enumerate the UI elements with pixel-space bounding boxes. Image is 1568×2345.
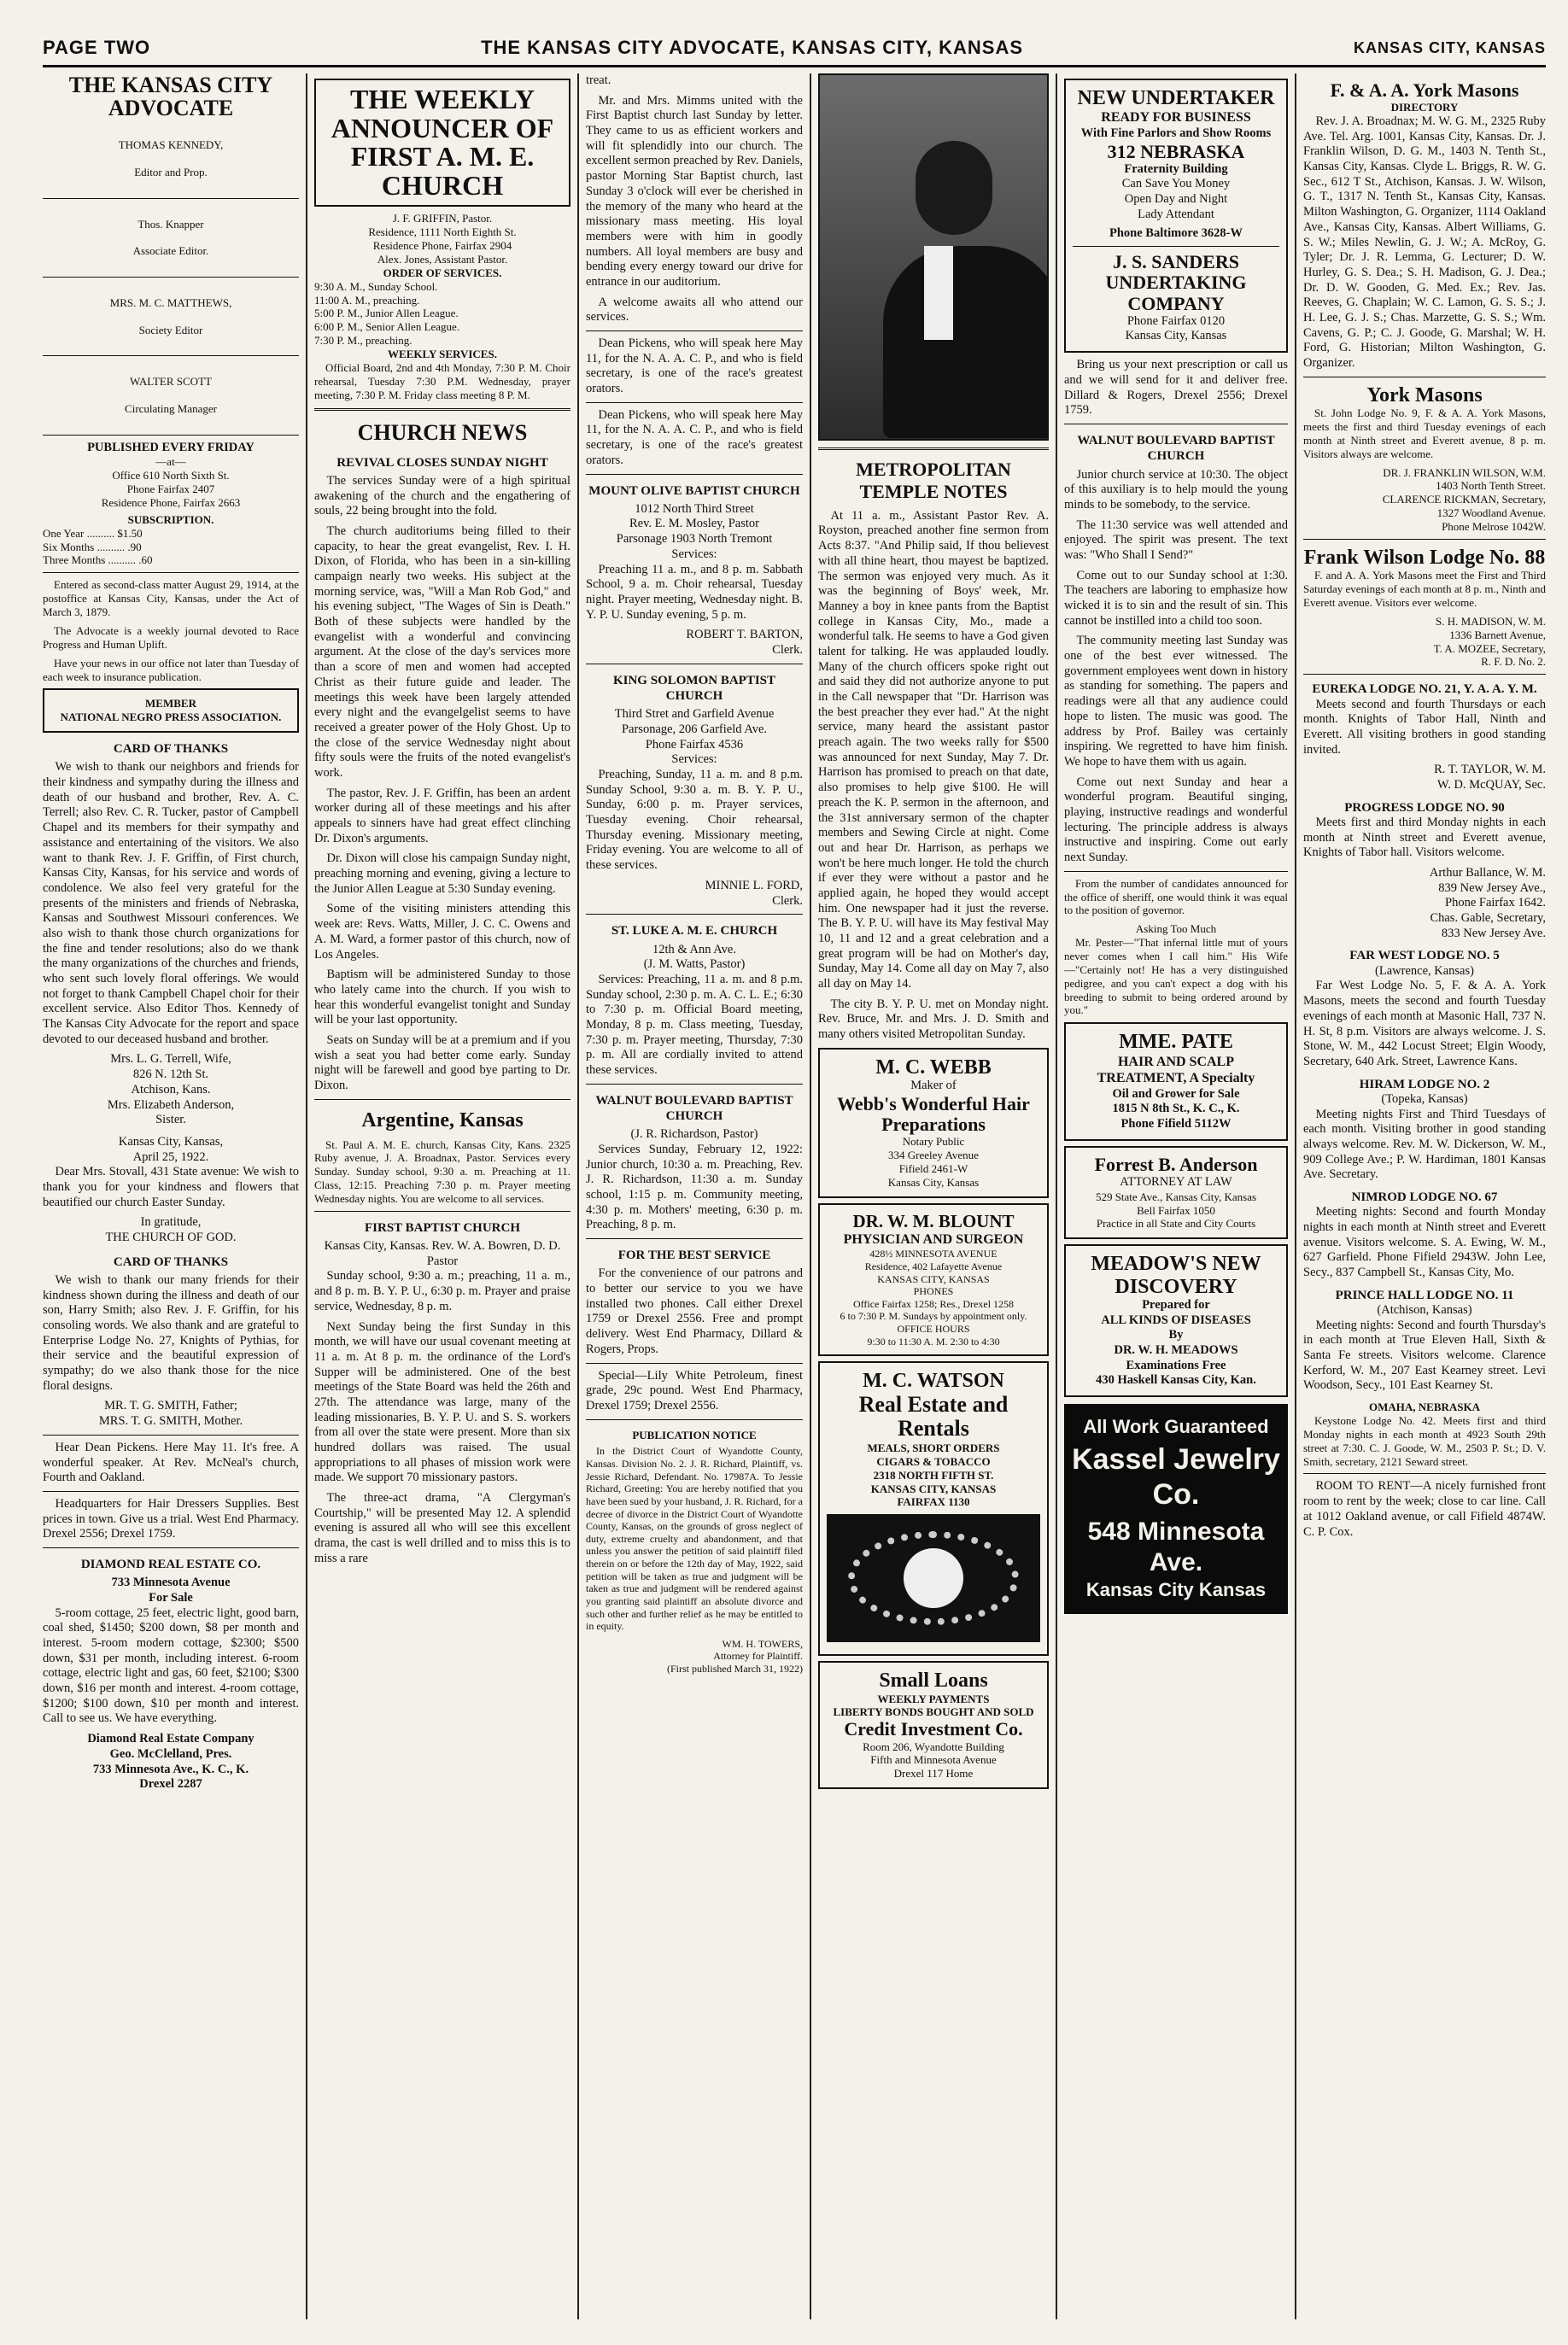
metropolitan-para-2: The city B. Y. P. U. met on Monday night. Rev. Bruce, Mr. and Mrs. J. D. Smith and many others visited Metropolitan Sunday. xyxy=(818,997,1049,1042)
blount-title: DR. W. M. BLOUNT xyxy=(852,1210,1015,1231)
first-baptist-title: FIRST BAPTIST CHURCH xyxy=(365,1220,520,1235)
weekly-services-title: WEEKLY SERVICES. xyxy=(388,347,497,360)
jewelry-address: 548 Minnesota Ave. xyxy=(1087,1517,1265,1577)
revival-para-4: Dr. Dixon will close his campaign Sunday night, preaching morning and evening, giving a lecture to the Junior Allen League at 5:30 Sunday evening. xyxy=(314,851,570,896)
card-of-thanks-title-1: CARD OF THANKS xyxy=(113,742,229,757)
blount-subtitle: PHYSICIAN AND SURGEON xyxy=(843,1231,1024,1247)
revival-para-5: Some of the visiting ministers attending this week are: Revs. Watts, Miller, J. C. C. Owens and A. M. Ward, a former pastor of this church, now of Los Angeles. xyxy=(314,902,570,962)
undertaker-address: 312 NEBRASKA xyxy=(1107,140,1245,162)
walnut-baptist-para-1: Junior church service at 10:30. The object of this auxiliary is to help mould the young minds to be somebody, to the service. xyxy=(1064,467,1288,512)
prince-hall-location: (Atchison, Kansas) xyxy=(1377,1303,1472,1318)
page-header xyxy=(43,34,1546,61)
announcer-title: THE WEEKLY ANNOUNCER OF FIRST A. M. E. CHURCH xyxy=(331,84,554,201)
anderson-subtitle: ATTORNEY AT LAW xyxy=(1120,1174,1232,1189)
far-west-title: FAR WEST LODGE NO. 5 xyxy=(1349,949,1500,963)
portrait-photo xyxy=(818,73,1049,441)
first-baptist-para-2: Next Sunday being the first Sunday in this month, we will have our usual covenant meeting at 11 a. m. At 8 p. m. the ordinance of the Lord's Supper will be administered. One of the best meetings of the State Board was held the 26th and 27th. The attendance was large, many of the leading missionaries, B. Y. P. U. and S. S. workers from all over the state were present. More than six hundred dollars was raised. The usual appropriations to all phases of mission work were made. We support 70 missionary pastors. xyxy=(314,1319,570,1485)
jewelry-company: Kassel Jewelry Co. xyxy=(1072,1442,1280,1512)
walnut-blvd-services: Services Sunday, February 12, 1922: Junior church, 10:30 a. m. Preaching, Rev. J. R. Richardson, 11:30 a. m. Sunday school, 1:15 p. m. Community meeting, 4:30 p. m. Mothers' meeting, 6:30 p. m. Preaching, 8 p. m. xyxy=(586,1142,803,1232)
york-directory-label: DIRECTORY xyxy=(1390,101,1459,114)
walnut-baptist-para-5: Come out next Sunday and hear a wonderful program. Beautiful singing, playing, instructive readings and wonderful lecturing. The principle address is always instructive and inspiring. Come out early next Sunday. xyxy=(1064,775,1288,864)
column-3 xyxy=(586,73,803,2319)
undertaker-subtitle: READY FOR BUSINESS xyxy=(1101,110,1251,126)
staff-editor: THOMAS KENNEDY, xyxy=(118,138,224,152)
eureka-signature: R. T. TAYLOR, W. M. W. D. McQUAY, Sec. xyxy=(1434,763,1546,792)
real-estate-signature: Diamond Real Estate Company Geo. McClelland, Pres. 733 Minnesota Ave., K. C., K. Drexel 2287 xyxy=(87,1732,255,1792)
joke-title: Asking Too Much xyxy=(1135,922,1217,936)
progress-body: Meets first and third Monday nights in each month at Ninth street and Everett avenue, Knights of Tabor hall. Visitors welcome. xyxy=(1303,815,1546,860)
st-luke-title: ST. LUKE A. M. E. CHURCH xyxy=(611,924,778,939)
subscription-title: SUBSCRIPTION. xyxy=(127,512,214,526)
real-estate-title: DIAMOND REAL ESTATE CO. xyxy=(80,1557,261,1571)
webb-title: M. C. WEBB xyxy=(875,1056,992,1079)
frank-wilson-signature: S. H. MADISON, W. M. 1336 Barnett Avenue, T. A. MOZEE, Secretary, R. F. D. No. 2. xyxy=(1433,614,1546,669)
metropolitan-para-1: At 11 a. m., Assistant Pastor Rev. A. Royston, preached another fine sermon from Acts 8:37. "And Philip said, If thou believest with all thine heart, thou mayest be baptized. The sermon was enjoyed very much. As it was the beginning of Boys' week, Mr. Manney a boy in knee pants from the Baptist college in Kansas City, Mo., made a wonderful talk. He seems to have a God given talent for talking. He was applauded loudly. Many of the church officers spoke right out and said they did not authorize anyone to put in the Call newspaper that "Dr. Harrison was the best preacher they ever had." At the night service, many heard the assistant pastor preach again. The two weeks rally for $500 was announced for next Sunday, May 7. Dr. Harrison has promised to preach on that date, also promises to help give $100. He will preach the K. P. sermon in the afternoon, and the 31st anniversary sermon of the chapter members and Sewing Circle at night. Come out and hear Dr. Harrison, as perhaps we won't be here much longer. He told the church if ever they were without a pastor and he applied again, he hoped they would accept him. One newspaper had it just the reverse. The B. Y. P. U. will have its May festival May 10, 11 and 12 and a great celebration and a great program will be had on Mother's day, Sunday, May 14. Come all day on May 7, also all day on May 14. xyxy=(818,508,1049,991)
argentine-body: St. Paul A. M. E. church, Kansas City, Kans. 2325 Ruby avenue, J. A. Broadnax, Pastor. Services every Sunday. Sunday school, 9:30 a. m. Preaching at 11. Class, 12:15. Preaching 7:30 p. m. Prayer meeting Wednesday nights. You are welcome to all services. xyxy=(314,1137,570,1205)
card-of-thanks-signature-2: MR. T. G. SMITH, Father; MRS. T. G. SMITH, Mother. xyxy=(98,1399,243,1429)
revival-para-6: Baptism will be administered Sunday to those who lately came into the church. If you wish to hear this wonderful evangelist tonight and Sunday will be your last opportunity. xyxy=(314,968,570,1027)
loans-title: Small Loans xyxy=(879,1670,988,1693)
york-directory-body: Rev. J. A. Broadnax; M. W. G. M., 2325 Ruby Ave. Tel. Arg. 1001, Kansas City, Kansas. Dr. J. Franklin Wilson, D. G. M., 1403 N. Tenth St., Kansas City, Kansas. Clyde L. Briggs, R. W. G. Sec., 612 T St., Atchison, Kansas. J. W. Wilson, G. T., 1317 N. Tenth St., Kansas City, Kansas. Milton Washington, G. Organizer, 1114 Oakland Ave., Kansas City, Kansas. Albert Williams, G. S. W.; Miles Newlin, G. J. W.; A. McRoy, G. Tyler; Dr. J. R. Lemma, G. Lecturer; D. W. Hurley, G. S. Dea.; S. H. Madison, G. J. Dea.; Dr. D. W. Gooden, G. Med. Ex.; Rev. Jas. Reeves, G. Chaplain; W. C. Lamon, G. S. S.; J. H. Lee, G. J. S.; Chas. Marzette, G. S. S.; Wm. Cavens, G. P.; C. J. Goode, G. Marshal; W. H. Ford, G. Historian; Milton Washington, G. Organizer. xyxy=(1303,114,1546,371)
argentine-title: Argentine, Kansas xyxy=(361,1108,524,1132)
order-of-services: 9:30 A. M., Sunday School. 11:00 A. M., preaching. 5:00 P. M., Junior Allen League. 6:00 P. M., Senior Allen League. 7:30 P. M., preaching. xyxy=(314,279,460,348)
loans-info: WEEKLY PAYMENTS LIBERTY BONDS BOUGHT AND SOLD xyxy=(833,1692,1034,1719)
letter-date: Kansas City, Kansas, April 25, 1922. xyxy=(118,1134,224,1164)
news-deadline-note: Have your news in our office not later than Tuesday of each week to insurance publication. xyxy=(43,656,299,683)
meadow-title: MEADOW'S NEW DISCOVERY xyxy=(1091,1253,1261,1298)
letter-body: Dear Mrs. Stovall, 431 State avenue: We wish to thank you for your kindness and flowers that beautified our church Easter Sunday. xyxy=(43,1165,299,1209)
staff-circulation-role: Circulating Manager xyxy=(125,402,217,416)
hiram-body: Meeting nights First and Third Tuesdays of each month. Visiting brother in good standing always welcome. Rev. M. W. Dickerson, W. M., 909 College Ave.; P. W. Hardiman, 1801 Kansas Ave. Secretary. xyxy=(1303,1107,1546,1182)
pickens-para-2: Dean Pickens, who will speak here May 11, for the N. A. A. C. P., and who is field secretary, is one of the race's greatest orators. xyxy=(586,407,803,467)
webb-ad xyxy=(818,1048,1049,1198)
announcer-box xyxy=(314,79,570,207)
pickens-para-1: Dean Pickens, who will speak here May 11, for the N. A. A. C. P., and who is field secretary, is one of the race's greatest orators. xyxy=(586,336,803,396)
staff-associate: Thos. Knapper xyxy=(137,217,204,231)
blount-info: 428½ MINNESOTA AVENUE Residence, 402 Lafayette Avenue KANSAS CITY, KANSAS PHONES Office Fairfax 1258; Res., Drexel 1258 6 to 7:30 P. M. Sundays by appointment only. OFFICE HOURS 9:30 to 11:30 A. M. 2:30 to 4:30 xyxy=(840,1248,1027,1348)
king-solomon-signature: MINNIE L. FORD, Clerk. xyxy=(705,878,803,908)
first-baptist-para-3: The three-act drama, "A Clergyman's Courtship," will be presented May 12. A splendid evening is assured all who will see this excellent drama, the cast is well drilled and to miss this is to miss a rare xyxy=(314,1491,570,1565)
revival-title: REVIVAL CLOSES SUNDAY NIGHT xyxy=(336,455,548,470)
st-john-signature: DR. J. FRANKLIN WILSON, W.M. 1403 North Tenth Street. CLARENCE RICKMAN, Secretary, 1327 Woodland Avenue. Phone Melrose 1042W. xyxy=(1382,465,1546,533)
watson-title: M. C. WATSON xyxy=(863,1370,1004,1393)
walnut-baptist-para-4: The community meeting last Sunday was one of the best ever witnessed. The government employees went down in history as standing for something. The papers and readings were all that any audience could hope to listen. The music was good. The address by Prof. Bailey was certainly inspiring. We regretted to have him finish. We hope to have them with us again. xyxy=(1064,634,1288,769)
frank-wilson-title: Frank Wilson Lodge No. 88 xyxy=(1303,546,1546,569)
best-service-title: FOR THE BEST SERVICE xyxy=(617,1249,771,1263)
pickens-notice: Hear Dean Pickens. Here May 11. It's free. A wonderful speaker. At Rev. McNeal's church, Fourth and Oakland. xyxy=(43,1440,299,1485)
sunburst-illustration xyxy=(827,1514,1040,1642)
page-number: PAGE TWO xyxy=(43,37,151,58)
first-baptist-cont-2: Mr. and Mrs. Mimms united with the First Baptist church last Sunday by letter. They came to us as efficient workers and will fit splendidly into our church. The excellent sermon preached by Rev. Daniels, pastor Morning Star Baptist church, last Sunday 3 o'clock will ever be cherished in the memory of the many who heard at the missionary mass meeting. His loyal members were with him in goodly numbers. All loyal members are busy and bending every energy toward our drive for entrance in our auditorium. xyxy=(586,93,803,289)
header-rule xyxy=(43,65,1546,67)
column-rule-4 xyxy=(1056,73,1057,2319)
undertaker-phone: Phone Baltimore 3628-W xyxy=(1109,225,1243,240)
nimrod-title: NIMROD LODGE NO. 67 xyxy=(1351,1190,1498,1205)
watson-ad xyxy=(818,1361,1049,1656)
staff-circulation: WALTER SCOTT xyxy=(130,375,212,389)
office-info: —at— Office 610 North Sixth St. Phone Fairfax 2407 Residence Phone, Fairfax 2663 xyxy=(101,455,241,510)
hiram-location: (Topeka, Kansas) xyxy=(1381,1091,1468,1106)
loans-ad xyxy=(818,1661,1049,1789)
card-of-thanks-signature-1: Mrs. L. G. Terrell, Wife, 826 N. 12th St. Atchison, Kans. Mrs. Elizabeth Anderson, Sister. xyxy=(107,1052,235,1127)
entered-note: Entered as second-class matter August 29, 1914, at the postoffice at Kansas City, Kansas, under the Act of March 3, 1879. xyxy=(43,578,299,619)
first-baptist-para-1: Sunday school, 9:30 a. m.; preaching, 11 a. m., and 8 p. m. B. Y. P. U., 6:30 p. m. Prayer and praise service, Wednesday, 8 p. m. xyxy=(314,1269,570,1313)
webb-maker: Maker of xyxy=(910,1079,957,1093)
undertaker-parlors: With Fine Parlors and Show Rooms xyxy=(1080,126,1272,140)
progress-title: PROGRESS LODGE NO. 90 xyxy=(1344,800,1505,815)
pastor-info: J. F. GRIFFIN, Pastor. Residence, 1111 North Eighth St. Residence Phone, Fairfax 2904 Alex. Jones, Assistant Pastor. xyxy=(368,212,517,266)
meadow-info: Prepared for ALL KINDS OF DISEASES By DR. W. H. MEADOWS Examinations Free 430 Haskell Kansas City, Kan. xyxy=(1096,1298,1256,1388)
real-estate-address: 733 Minnesota Avenue For Sale xyxy=(111,1576,231,1605)
undertaker-ad xyxy=(1064,79,1288,353)
column-rule-1 xyxy=(306,73,307,2319)
anderson-title: Forrest B. Anderson xyxy=(1094,1153,1258,1175)
first-baptist-cont-3: A welcome awaits all who attend our services. xyxy=(586,295,803,325)
paper-name: THE KANSAS CITY ADVOCATE xyxy=(68,73,273,121)
frank-wilson-body: F. and A. A. York Masons meet the First and Third Saturday evenings of each month at 8 p. m., Ninth and Everett avenue. Visitors ever welcome. xyxy=(1303,569,1546,609)
jewelry-ad xyxy=(1064,1404,1288,1614)
king-solomon-address: Third Stret and Garfield Avenue Parsonage, 206 Garfield Ave. Phone Fairfax 4536 Services: xyxy=(614,707,775,767)
staff-associate-role: Associate Editor. xyxy=(132,244,209,258)
order-of-services-title: ORDER OF SERVICES. xyxy=(383,266,502,279)
meadow-ad xyxy=(1064,1244,1288,1397)
watson-info: MEALS, SHORT ORDERS CIGARS & TOBACCO 2318 NORTH FIFTH ST. KANSAS CITY, KANSAS FAIRFAX 1130 xyxy=(867,1441,1000,1509)
king-solomon-services: Preaching, Sunday, 11 a. m. and 8 p.m. Sunday School, 9:30 a. m. B. Y. P. U., Sunday, 6:00 p. m. Prayer services, Tuesday evening. Choir rehearsal, Thursday evening. Missionary meeting, Friday evening. You are welcome to all of these services. xyxy=(586,768,803,873)
publication-notice-title: PUBLICATION NOTICE xyxy=(632,1428,757,1442)
walnut-blvd-pastor: (J. R. Richardson, Pastor) xyxy=(630,1127,758,1142)
room-to-rent: ROOM TO RENT—A nicely furnished front room to rent by the week; close to car line. Call at 1012 Oakland avenue, or call Fifield 4874W. C. P. Cox. xyxy=(1303,1479,1546,1539)
publication-notice-signature: WM. H. TOWERS, Attorney for Plaintiff. (First published March 31, 1922) xyxy=(667,1637,803,1675)
far-west-location: (Lawrence, Kansas) xyxy=(1375,963,1474,978)
staff-list xyxy=(43,126,299,430)
real-estate-listings: 5-room cottage, 25 feet, electric light, good barn, coal shed, $1450; $200 down, $8 per month and interest. 5-room modern cottage, $2300; $500 down, $31 per month, including interest. 6-room cottage, electric light and gas, 60 feet, $2100; $300 down, $16 per month and interest. 4-room cottage, $1200; $100 down, $10 per month and interest. Call to see us. We have everything. xyxy=(43,1605,299,1726)
omaha-title: OMAHA, NEBRASKA xyxy=(1368,1401,1480,1414)
first-baptist-cont-1: treat. xyxy=(586,73,611,87)
st-john-title: York Masons xyxy=(1366,383,1483,406)
loans-company: Credit Investment Co. xyxy=(844,1718,1023,1740)
jewelry-city: Kansas City Kansas xyxy=(1085,1579,1267,1601)
eureka-title: EUREKA LODGE NO. 21, Y. A. A. Y. M. xyxy=(1312,682,1537,697)
omaha-body: Keystone Lodge No. 42. Meets first and third Monday nights in each month at 4923 South 29th street at 7:30. C. J. Goode, W. M., 2503 P. St.; D. V. Smith, secretary, 2121 Seward street. xyxy=(1303,1414,1546,1468)
undertaker-details: Can Save You Money Open Day and Night Lady Attendant xyxy=(1121,177,1231,221)
webb-product: Webb's Wonderful Hair Preparations xyxy=(837,1092,1030,1136)
york-masons-title: F. & A. A. York Masons xyxy=(1330,79,1519,101)
st-john-body: St. John Lodge No. 9, F. & A. A. York Masons, meets the first and third Tuesday evenings of each month at Ninth street and Everett avenue, 8 p. m. Visitors always are welcome. xyxy=(1303,406,1546,460)
pate-subtitle: HAIR AND SCALP TREATMENT, A Specialty xyxy=(1097,1054,1255,1086)
first-baptist-subtitle: Kansas City, Kansas. Rev. W. A. Bowren, D. D. Pastor xyxy=(324,1239,561,1268)
letter-signature: In gratitude, THE CHURCH OF GOD. xyxy=(105,1215,237,1244)
jewelry-guarantee: All Work Guaranteed xyxy=(1083,1416,1269,1438)
column-5 xyxy=(1064,73,1288,2319)
mount-olive-signature: ROBERT T. BARTON, Clerk. xyxy=(686,628,803,657)
st-luke-services: Services: Preaching, 11 a. m. and 8 p.m. Sunday school, 2:30 p. m. A. C. L. E.; 6:30 to 7:30 p. m. Official Board meeting, Monday, 8 p. m. Class meeting, Tuesday, 7:30 p. m. Prayer meeting, Thursday, 7:30 p. m. All are cordially invited to attend these services. xyxy=(586,972,803,1077)
watson-business: Real Estate and Rentals xyxy=(858,1391,1009,1442)
walnut-baptist-title: WALNUT BOULEVARD BAPTIST CHURCH xyxy=(1077,433,1275,464)
far-west-body: Far West Lodge No. 5, F. & A. A. York Masons, meets the second and fourth Tuesday evenings of each month at Masonic Hall, 737 N. H. St, 8 p.m. Visitors are always welcome. J. S. Stone, W. M., 442 Locust Street; Elgin Woody, Secretary, 640 Ark. Street, Lawrence Kans. xyxy=(1303,979,1546,1068)
mount-olive-title: MOUNT OLIVE BAPTIST CHURCH xyxy=(588,483,800,498)
sanders-company: J. S. SANDERS UNDERTAKING COMPANY xyxy=(1105,251,1247,314)
progress-signature: Arthur Ballance, W. M. 839 New Jersey Ave., Phone Fairfax 1642. Chas. Gable, Secretary, 833 New Jersey Ave. xyxy=(1429,866,1546,940)
prince-hall-title: PRINCE HALL LODGE NO. 11 xyxy=(1335,1288,1514,1302)
staff-society: MRS. M. C. MATTHEWS, xyxy=(109,296,232,310)
column-6 xyxy=(1303,73,1546,2319)
header-location: KANSAS CITY, KANSAS xyxy=(1353,38,1546,56)
king-solomon-title: KING SOLOMON BAPTIST CHURCH xyxy=(612,673,776,703)
petroleum-special: Special—Lily White Petroleum, finest grade, 29c pound. West End Pharmacy, Drexel 1759; Drexel 2556. xyxy=(586,1368,803,1412)
staff-society-role: Society Editor xyxy=(138,323,203,336)
revival-para-3: The pastor, Rev. J. F. Griffin, has been an ardent worker during all of these meetings and his after appeals to sinners have had great effect clinching Dr. Dixon's arguments. xyxy=(314,786,570,845)
weekly-services: Official Board, 2nd and 4th Monday, 7:30 P. M. Choir rehearsal, Tuesday 7:30 P.M. Wednesday, prayer meeting, 7:30 P. M. Friday class meeting 8 P. M. xyxy=(314,360,570,401)
column-4 xyxy=(818,73,1049,2319)
column-rule-3 xyxy=(810,73,811,2319)
hair-supplies-notice: Headquarters for Hair Dressers Supplies. Best prices in town. Give us a trial. West End Pharmacy. Drexel 2556; Drexel 1759. xyxy=(43,1496,299,1541)
church-news-title: CHURCH NEWS xyxy=(357,420,528,446)
loans-address: Room 206, Wyandotte Building Fifth and Minnesota Avenue Drexel 117 Home xyxy=(863,1740,1004,1781)
blount-ad xyxy=(818,1203,1049,1357)
undertaker-title: NEW UNDERTAKER xyxy=(1077,87,1275,109)
walnut-blvd-title: WALNUT BOULEVARD BAPTIST CHURCH xyxy=(595,1093,793,1123)
undertaker-building: Fraternity Building xyxy=(1124,161,1228,176)
best-service-body: For the convenience of our patrons and to better our service to you we have installed two phones. Call either Drexel 1759 or Drexel 2556. Free and prompt delivery. West End Pharmacy, Dillard & Rogers, Props. xyxy=(586,1266,803,1356)
webb-info: Notary Public 334 Greeley Avenue Fifield 2461-W Kansas City, Kansas xyxy=(887,1135,980,1189)
pate-info: Oil and Grower for Sale 1815 N 8th St., K. C., K. Phone Fifield 5112W xyxy=(1112,1086,1240,1132)
sheriff-quip: From the number of candidates announced for the office of sheriff, one would think it was equal to the position of governor. xyxy=(1064,876,1288,917)
publication-notice-body: In the District Court of Wyandotte County, Kansas. Division No. 2. J. R. Richard, Plaintiff, vs. Jessie Richard, Defendant. No. 17987A. To Jessie Richard, Greeting: You are hereby notified that you have been sued by your husband, J. R. Richard, for a decree of divorce in the District Court of Wyandotte County, Kansas, on the grounds of gross neglect of duty, extreme cruelty and abandonment, and that unless you answer the petition of said plaintiff filed therein on or before the 12th day of May, 1922, said petition will be taken as true and judgment will be taken as true and judgment will be rendered against you granting said plaintiff an absolute divorce and such other and further relief as he may be entitled to in equity. xyxy=(586,1445,803,1633)
hiram-title: HIRAM LODGE NO. 2 xyxy=(1359,1077,1490,1091)
anderson-ad xyxy=(1064,1146,1288,1239)
devoted-note: The Advocate is a weekly journal devoted to Race Progress and Human Uplift. xyxy=(43,623,299,651)
column-rule-2 xyxy=(577,73,579,2319)
joke-body: Mr. Pester—"That infernal little mut of yours never comes when I call him." His Wife—"Certainly not! He has a very distinguished pedigree, and you can't expect a dog with his breeding to submit to being ordered around by you." xyxy=(1064,936,1288,1017)
revival-para-7: Seats on Sunday will be at a premium and if you wish a seat you had better come early. Sunday night will be farewell and good bye parting to Dr. Dixon. xyxy=(314,1032,570,1093)
subscription-rates: One Year .......... $1.50 Six Months .......... .90 Three Months .......... .60 xyxy=(43,526,153,567)
anderson-info: 529 State Ave., Kansas City, Kansas Bell Fairfax 1050 Practice in all State and City Courts xyxy=(1095,1190,1257,1231)
walnut-baptist-para-3: Come out to our Sunday school at 1:30. The teachers are laboring to emphasize how wicked it is to sin and the result of sin. This cannot be instilled into a child too soon. xyxy=(1064,568,1288,628)
eureka-body: Meets second and fourth Thursdays or each month. Knights of Tabor Hall, Ninth and Everett. All visiting brothers in good standing invited. xyxy=(1303,697,1546,757)
card-of-thanks-body-2: We wish to thank our many friends for their kindness shown during the illness and death of our son, Harry Smith; also Rev. J. F. Griffin, for his consoling words. We also thank and are grateful to Enterprise Lodge No. 27, Knights of Pythias, for their service and the beautiful expression of sympathy; do we also thank those for the nice floral designs. xyxy=(43,1272,299,1393)
published-line: PUBLISHED EVERY FRIDAY xyxy=(87,440,255,454)
member-badge: MEMBER NATIONAL NEGRO PRESS ASSOCIATION. xyxy=(43,688,299,733)
st-luke-address: 12th & Ann Ave. (J. M. Watts, Pastor) xyxy=(643,942,746,972)
pate-ad xyxy=(1064,1022,1288,1140)
prescription-notice: Bring us your next prescription or call us and we will send for it and deliver free. Dillard & Rogers, Drexel 2556; Drexel 1759. xyxy=(1064,358,1288,418)
paper-header-title: THE KANSAS CITY ADVOCATE, KANSAS CITY, KANSAS xyxy=(481,37,1024,58)
card-of-thanks-title-2: CARD OF THANKS xyxy=(113,1254,229,1269)
mount-olive-address: 1012 North Third Street Rev. E. M. Mosley, Pastor Parsonage 1903 North Tremont Services: xyxy=(616,501,773,561)
card-of-thanks-body-1: We wish to thank our neighbors and friends for their kindness and sympathy during the illness and death of our husband and brother, Rev. A. C. Terrell; also Rev. C. R. Tucker, pastor of Campbell Chapel and its members for their sympathy and assistance and entertaining of the visitors. We also want to thank Rev. J. F. Griffin, of First church, Kansas City, Kansas, for his service and words of condolence. We also feel very grateful for the presents of the ministers and friends of Nebraska, Kansas and Southwest Missouri conferences. We also wish to thank those church organizations for the fine and tender resolutions; also do we thank the many organizations of the churches and friends, who sent such lovely floral offerings. We would not forget to thank Campbell Chapel choir for their excellent service. Also Editor Thos. Kennedy of The Kansas City Advocate for the report and space devoted to our deceased husband and brother. xyxy=(43,760,299,1046)
walnut-baptist-para-2: The 11:30 service was well attended and enjoyed. The spirit was present. The text was: "Who Shall I Send?" xyxy=(1064,518,1288,562)
prince-hall-body: Meeting nights: Second and fourth Thursday's in each month at True Eleven Hall, Sixth & Santa Fe streets. Visitors welcome. Clarence Kerford, W. M., 207 East Kearney street. Levi Woodson, Secy., 101 East Kearney St. xyxy=(1303,1318,1546,1393)
nimrod-body: Meeting nights: Second and fourth Monday nights in each month at Ninth street and Everett avenue. Visitors welcome. S. A. Ewing, W. M., 627 Garfield. Phone Fifield 2943W. John Lee, Secy., 837 Campbell St., Kansas City, Mo. xyxy=(1303,1205,1546,1280)
pate-title: MME. PATE xyxy=(1119,1031,1233,1054)
column-rule-5 xyxy=(1295,73,1296,2319)
column-1 xyxy=(43,73,299,2319)
mount-olive-services: Preaching 11 a. m., and 8 p. m. Sabbath School, 9 a. m. Choir rehearsal, Tuesday night. Prayer meeting, Wednesday night. B. Y. P. U. Sunday evening, 5 p. m. xyxy=(586,562,803,622)
staff-editor-role: Editor and Prop. xyxy=(134,166,208,179)
revival-para-2: The church auditoriums being filled to their capacity, to hear the great evangelist, Rev. I. H. Dixon, of Florida, who has been in a sin-killing campaign nearly two weeks. His subject at the morning service, was, "Will a Man Rob God," and his evening subject, "The Wages of Sin is Death." Both of these subjects were handled by the evangelist with a wonderful and convincing argument. At the close of the day's services more than a score of men and women had accepted Christ as their future guide and leader. The meetings this week have been largely attended every night and the evangelgelist seems to have received a greater power of the Holy Ghost. Up to the close of the service Wednesday night about fifty souls were the fruits of the noted evangelist's work. xyxy=(314,523,570,780)
column-2 xyxy=(314,73,570,2319)
metropolitan-title: METROPOLITAN TEMPLE NOTES xyxy=(856,459,1011,503)
revival-para-1: The services Sunday were of a high spiritual awakening of the church and the engathering of souls, 22 being brought into the fold. xyxy=(314,473,570,518)
sanders-info: Phone Fairfax 0120 Kansas City, Kansas xyxy=(1125,313,1227,343)
